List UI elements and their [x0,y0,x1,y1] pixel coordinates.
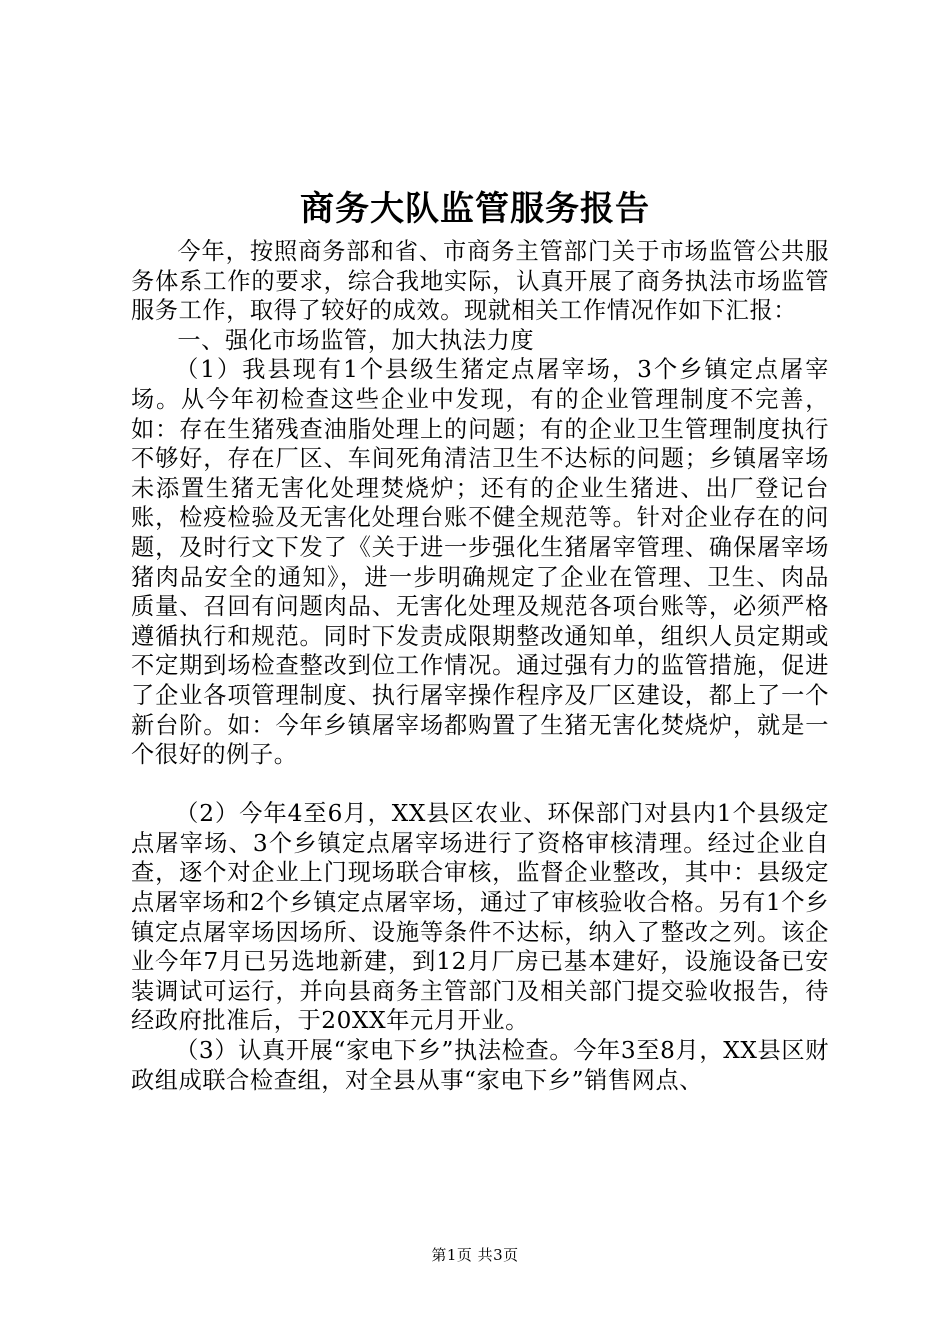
intro-paragraph: 今年，按照商务部和省、市商务主管部门关于市场监管公共服务体系工作的要求，综合我地实际，认真开展了商务执法市场监管服务工作，取得了较好的成效。现就相关工作情况作如下汇报： [131,238,829,325]
item-2-paragraph: （2）今年4至6月，XX县区农业、环保部门对县内1个县级定点屠宰场、3个乡镇定点屠宰场进行了资格审核清理。经过企业自查，逐个对企业上门现场联合审核，监督企业整改，其中：县级定点屠宰场和2个乡镇定点屠宰场，通过了审核验收合格。另有1个乡镇定点屠宰场因场所、设施等条件不达标，纳入了整改之列。该企业今年7月已另选地新建，到12月厂房已基本建好，设施设备已安装调试可运行，并向县商务主管部门及相关部门提交验收报告，待经政府批准后，于20XX年元月开业。 [131,800,829,1035]
section-heading: 一、强化市场监管，加大执法力度 [177,326,535,354]
document-body [131,237,829,1095]
page-number-footer: 第1页 共3页 [431,1246,519,1264]
document-title: 商务大队监管服务报告 [300,189,650,229]
item-1-paragraph: （1）我县现有1个县级生猪定点屠宰场，3个乡镇定点屠宰场。从今年初检查这些企业中发现，有的企业管理制度不完善，如：存在生猪残查油脂处理上的问题；有的企业卫生管理制度执行不够好，存在厂区、车间死角清洁卫生不达标的问题；乡镇屠宰场未添置生猪无害化处理焚烧炉；还有的企业生猪进、出厂登记台账，检疫检验及无害化处理台账不健全规范等。针对企业存在的问题，及时行文下发了《关于进一步强化生猪屠宰管理、确保屠宰场猪肉品安全的通知》，进一步明确规定了企业在管理、卫生、肉品质量、召回有问题肉品、无害化处理及规范各项台账等，必须严格遵循执行和规范。同时下发责成限期整改通知单，组织人员定期或不定期到场检查整改到位工作情况。通过强有力的监管措施，促进了企业各项管理制度、执行屠宰操作程序及厂区建设，都上了一个新台阶。如：今年乡镇屠宰场都购置了生猪无害化焚烧炉，就是一个很好的例子。 [131,356,829,769]
item-3-paragraph: （3）认真开展“家电下乡”执法检查。今年3至8月，XX县区财政组成联合检查组，对全县从事“家电下乡”销售网点、 [131,1037,829,1094]
paragraph-gap [131,770,829,800]
